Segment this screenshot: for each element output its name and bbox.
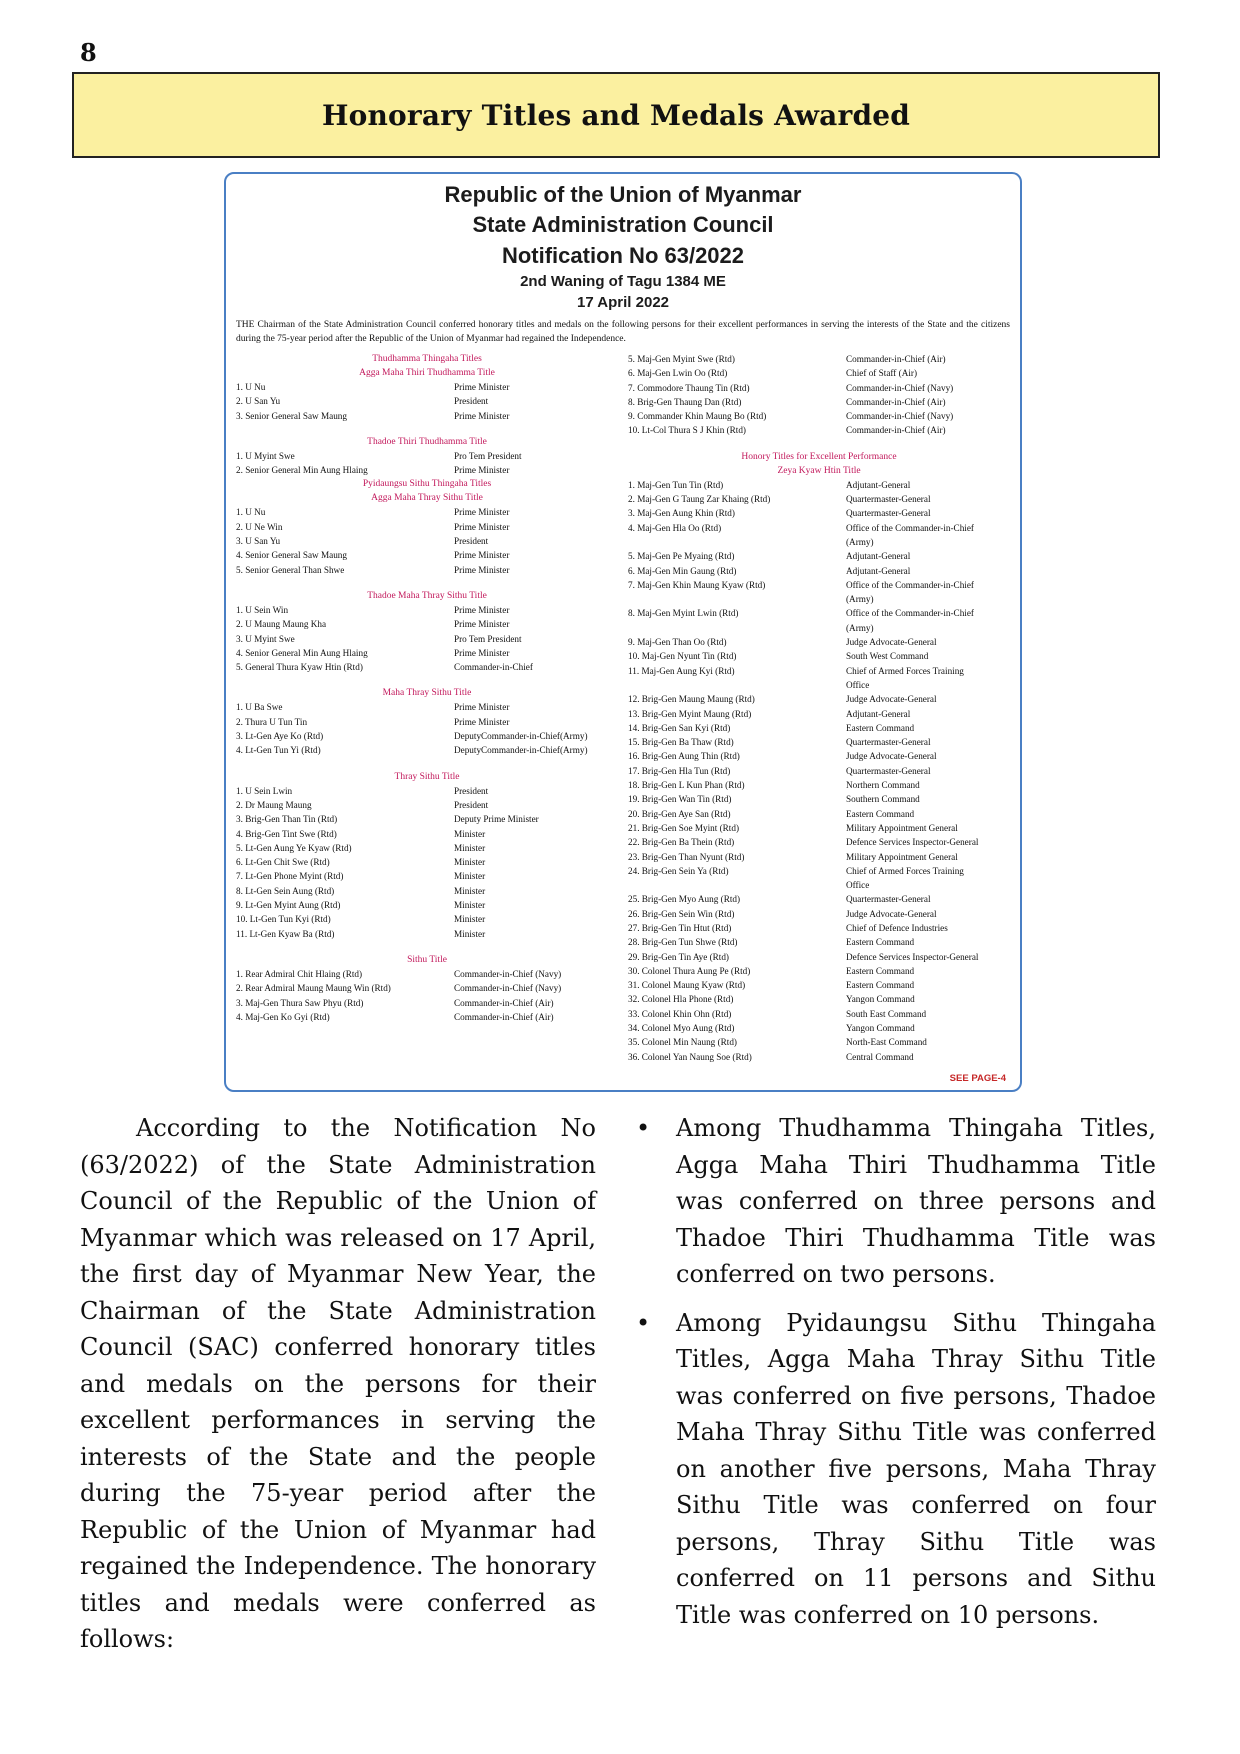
recipient-name: 2. U San Yu (236, 396, 281, 407)
bullet-icon: • (636, 1308, 651, 1337)
recipient-post-continued: (Army) (846, 536, 874, 547)
page-number: 8 (80, 38, 97, 67)
page-header-box (72, 72, 1160, 158)
recipient-row (236, 743, 618, 757)
recipient-row (236, 646, 618, 660)
recipient-name: 2. Maj-Gen G Taung Zar Khaing (Rtd) (628, 494, 771, 505)
bullet-item (636, 1305, 1156, 1634)
recipient-name: 2. Dr Maung Maung (236, 799, 312, 810)
recipient-name: 3. Senior General Saw Maung (236, 410, 347, 421)
recipient-name: 4. Lt-Gen Tun Yi (Rtd) (236, 745, 321, 756)
recipient-name: 10. Maj-Gen Nyunt Tin (Rtd) (628, 651, 737, 662)
recipient-name: 29. Brig-Gen Tin Aye (Rtd) (628, 951, 729, 962)
title-heading: Thadoe Thiri Thudhamma Title (367, 436, 487, 447)
title-heading: Maha Thray Sithu Title (382, 688, 472, 699)
recipient-name: 22. Brig-Gen Ba Thein (Rtd) (628, 837, 735, 848)
recipient-row (628, 549, 1010, 563)
recipient-name: 31. Colonel Maung Kyaw (Rtd) (628, 980, 746, 991)
recipient-post: Commander-in-Chief (454, 662, 533, 673)
recipient-name: 5. Lt-Gen Aung Ye Kyaw (Rtd) (236, 842, 352, 853)
recipient-row (628, 749, 1010, 763)
recipient-name: 2. Thura U Tun Tin (236, 716, 308, 727)
recipient-row (236, 855, 618, 869)
recipient-name: 36. Colonel Yan Naung Soe (Rtd) (628, 1051, 752, 1062)
recipient-row (236, 409, 618, 423)
recipient-post: Office of the Commander-in-Chief (846, 522, 974, 533)
recipient-name: 5. Maj-Gen Pe Myaing (Rtd) (628, 551, 735, 562)
recipient-row (628, 1035, 1010, 1049)
recipient-name: 6. Lt-Gen Chit Swe (Rtd) (236, 857, 330, 868)
recipient-name: 3. U San Yu (236, 536, 281, 547)
recipient-post: Prime Minister (454, 716, 510, 727)
recipient-name-blank (628, 535, 846, 549)
recipient-name: 3. Lt-Gen Aye Ko (Rtd) (236, 731, 324, 742)
recipient-row (236, 548, 618, 562)
recipient-name: 11. Maj-Gen Aung Kyi (Rtd) (628, 665, 735, 676)
recipient-name: 1. U Nu (236, 382, 266, 392)
recipient-post: Prime Minister (454, 550, 510, 561)
recipient-row-continued (628, 621, 1010, 635)
recipient-post: South East Command (846, 1008, 927, 1019)
recipient-row (236, 798, 618, 812)
recipient-row (628, 835, 1010, 849)
recipient-post: DeputyCommander-in-Chief(Army) (454, 731, 588, 742)
recipient-row (236, 632, 618, 646)
recipient-row (236, 967, 618, 981)
recipient-post: Central Command (846, 1051, 914, 1062)
recipient-row (628, 735, 1010, 749)
recipient-name: 4. Maj-Gen Hla Oo (Rtd) (628, 522, 722, 533)
recipient-row (628, 423, 1010, 437)
recipient-name: 4. Brig-Gen Tint Swe (Rtd) (236, 828, 337, 839)
recipient-row (236, 869, 618, 883)
recipient-name: 1. U Myint Swe (236, 450, 295, 461)
title-heading: Agga Maha Thray Sithu Title (371, 493, 483, 504)
recipient-name: 4. Maj-Gen Ko Gyi (Rtd) (236, 1011, 330, 1022)
recipient-row (628, 950, 1010, 964)
recipient-post: Prime Minister (454, 619, 510, 630)
recipient-row (236, 520, 618, 534)
recipient-post: Eastern Command (846, 937, 915, 948)
recipient-row (628, 892, 1010, 906)
bullet-list (636, 1110, 1156, 1645)
recipient-name: 27. Brig-Gen Tin Htut (Rtd) (628, 922, 732, 933)
recipient-name: 4. Senior General Saw Maung (236, 550, 347, 561)
recipient-name: 30. Colonel Thura Aung Pe (Rtd) (628, 965, 751, 976)
recipient-row (628, 635, 1010, 649)
recipient-row (628, 564, 1010, 578)
recipient-row (628, 807, 1010, 821)
recipient-row (628, 478, 1010, 492)
recipient-name: 3. Maj-Gen Thura Saw Phyu (Rtd) (236, 997, 364, 1008)
recipient-row (628, 1021, 1010, 1035)
bullet-icon: • (636, 1114, 651, 1142)
recipient-row (628, 821, 1010, 835)
recipient-name: 26. Brig-Gen Sein Win (Rtd) (628, 908, 735, 919)
title-heading: Thray Sithu Title (394, 771, 460, 782)
bullet-text: Among Thudhamma Thingaha Titles, Agga Maha Thiri Thudhamma Title was conferred on three persons and Thadoe Thiri Thudhamma Title was conferred on two persons. (676, 1114, 1156, 1288)
recipient-post: Adjutant-General (846, 708, 911, 719)
recipient-post-continued: Office (846, 880, 870, 891)
recipient-row (236, 996, 618, 1010)
see-page-note: SEE PAGE-4 (949, 1073, 1006, 1084)
recipient-post: Quartermaster-General (846, 508, 931, 519)
notification-date: 17 April 2022 (577, 294, 669, 311)
recipient-name: 16. Brig-Gen Aung Thin (Rtd) (628, 751, 740, 762)
recipient-row (628, 381, 1010, 395)
section-spacer (236, 758, 618, 770)
notification-republic: Republic of the Union of Myanmar (444, 182, 802, 207)
notification-myanmar-date: 2nd Waning of Tagu 1384 ME (520, 273, 726, 290)
recipient-row (236, 898, 618, 912)
recipient-post: Prime Minister (454, 564, 510, 575)
recipient-post: Pro Tem President (454, 450, 522, 461)
recipient-post: Quartermaster-General (846, 737, 931, 748)
recipient-post: Southern Command (846, 794, 920, 805)
recipient-row (236, 660, 618, 674)
recipient-name: 2. U Maung Maung Kha (236, 619, 327, 630)
recipient-row (628, 692, 1010, 706)
recipient-row (628, 521, 1010, 535)
recipient-name-blank (628, 678, 846, 692)
recipient-row (628, 578, 1010, 592)
recipient-name: 7. Maj-Gen Khin Maung Kyaw (Rtd) (628, 579, 766, 590)
section-spacer (236, 674, 618, 686)
recipient-name: 1. U Sein Win (236, 604, 289, 615)
recipient-row (628, 907, 1010, 921)
recipient-name: 1. U Ba Swe (236, 702, 283, 713)
recipient-name: 20. Brig-Gen Aye San (Rtd) (628, 808, 731, 819)
recipient-row (236, 380, 618, 394)
recipient-row (628, 778, 1010, 792)
recipient-post: Minister (454, 871, 486, 882)
bullet-item (636, 1110, 1156, 1293)
recipient-post: Minister (454, 914, 486, 925)
recipient-post: Office of the Commander-in-Chief (846, 579, 974, 590)
recipient-name: 6. Maj-Gen Lwin Oo (Rtd) (628, 368, 728, 379)
recipient-post: Quartermaster-General (846, 494, 931, 505)
recipient-row (628, 506, 1010, 520)
recipient-row (628, 935, 1010, 949)
recipient-row (628, 707, 1010, 721)
recipient-row (628, 792, 1010, 806)
recipient-post: Quartermaster-General (846, 765, 931, 776)
notification-right-column (618, 352, 1010, 1064)
recipient-name: 2. Rear Admiral Maung Maung Win (Rtd) (236, 983, 391, 994)
recipient-row (236, 784, 618, 798)
recipient-post: South West Command (846, 651, 929, 662)
title-heading: Thudhamma Thingaha Titles (372, 354, 482, 364)
recipient-row (628, 978, 1010, 992)
recipient-post: Prime Minister (454, 410, 510, 421)
recipient-post: Judge Advocate-General (846, 694, 937, 705)
recipient-post: Commander-in-Chief (Air) (846, 425, 946, 436)
recipient-post: Prime Minister (454, 702, 510, 713)
recipient-post: Commander-in-Chief (Navy) (454, 983, 562, 994)
recipient-name: 8. Maj-Gen Myint Lwin (Rtd) (628, 608, 739, 619)
recipient-row (236, 927, 618, 941)
recipient-post: Chief of Staff (Air) (846, 368, 918, 379)
recipient-name: 1. Maj-Gen Tun Tin (Rtd) (628, 479, 724, 490)
recipient-post: Military Appointment General (846, 822, 958, 833)
recipient-name: 10. Lt-Gen Tun Kyi (Rtd) (236, 914, 331, 925)
recipient-name: 5. Senior General Than Shwe (236, 564, 345, 575)
recipient-row (628, 964, 1010, 978)
recipient-row (236, 729, 618, 743)
recipient-post: Commander-in-Chief (Navy) (846, 382, 954, 393)
section-spacer (236, 423, 618, 435)
recipient-post: DeputyCommander-in-Chief(Army) (454, 745, 588, 756)
page-title: Honorary Titles and Medals Awarded (321, 98, 911, 132)
recipient-name: 8. Brig-Gen Thaung Dan (Rtd) (628, 396, 742, 407)
recipient-row (628, 721, 1010, 735)
recipient-post: Adjutant-General (846, 551, 911, 562)
recipient-post: President (454, 785, 489, 796)
recipient-row (628, 764, 1010, 778)
recipient-post: Minister (454, 885, 486, 896)
recipient-post: Prime Minister (454, 507, 510, 518)
notification-number: Notification No 63/2022 (501, 243, 745, 268)
recipient-post-continued: (Army) (846, 622, 874, 633)
recipient-post: Minister (454, 842, 486, 853)
recipient-row (628, 492, 1010, 506)
recipient-row (628, 992, 1010, 1006)
recipient-name: 1. U Nu (236, 507, 266, 518)
recipient-row (236, 563, 618, 577)
recipient-name: 19. Brig-Gen Wan Tin (Rtd) (628, 794, 732, 805)
recipient-row (628, 850, 1010, 864)
title-heading: Honory Titles for Excellent Performance (741, 451, 897, 462)
recipient-name: 33. Colonel Khin Ohn (Rtd) (628, 1008, 732, 1019)
recipient-post: Judge Advocate-General (846, 908, 937, 919)
recipient-name: 32. Colonel Hla Phone (Rtd) (628, 994, 734, 1005)
recipient-name: 24. Brig-Gen Sein Ya (Rtd) (628, 865, 729, 876)
recipient-name: 5. General Thura Kyaw Htin (Rtd) (236, 662, 363, 673)
title-heading: Sithu Title (407, 954, 447, 965)
recipient-post: Eastern Command (846, 980, 915, 991)
recipient-name: 3. Brig-Gen Than Tin (Rtd) (236, 814, 338, 825)
recipient-name: 34. Colonel Myo Aung (Rtd) (628, 1023, 735, 1034)
recipient-row (628, 395, 1010, 409)
recipient-name: 9. Maj-Gen Than Oo (Rtd) (628, 637, 727, 648)
recipient-post: Prime Minister (454, 521, 510, 532)
recipient-name: 3. Maj-Gen Aung Khin (Rtd) (628, 508, 735, 519)
recipient-name: 18. Brig-Gen L Kun Phan (Rtd) (628, 780, 745, 791)
recipient-row (628, 409, 1010, 423)
recipient-post: Commander-in-Chief (Air) (454, 1011, 554, 1022)
recipient-row (236, 912, 618, 926)
recipient-name: 1. Rear Admiral Chit Hlaing (Rtd) (236, 968, 363, 979)
recipient-name: 5. Maj-Gen Myint Swe (Rtd) (628, 354, 735, 364)
recipient-post: Yangon Command (846, 1023, 915, 1034)
recipient-name: 8. Lt-Gen Sein Aung (Rtd) (236, 885, 335, 896)
recipient-row (236, 715, 618, 729)
recipient-row (628, 606, 1010, 620)
recipient-post: Defence Services Inspector-General (846, 951, 979, 962)
title-heading: Pyidaungsu Sithu Thingaha Titles (362, 479, 492, 490)
recipient-name: 3. U Myint Swe (236, 633, 295, 644)
recipient-row (628, 1007, 1010, 1021)
recipient-name: 14. Brig-Gen San Kyi (Rtd) (628, 722, 731, 733)
recipient-name: 10. Lt-Col Thura S J Khin (Rtd) (628, 425, 746, 436)
recipient-post: President (454, 799, 489, 810)
recipient-post: Northern Command (846, 780, 920, 791)
recipient-name: 2. U Ne Win (236, 521, 283, 532)
recipient-post: Commander-in-Chief (Navy) (846, 411, 954, 422)
recipient-post: Quartermaster-General (846, 894, 931, 905)
recipient-name: 23. Brig-Gen Than Nyunt (Rtd) (628, 851, 745, 862)
recipient-post: Eastern Command (846, 808, 915, 819)
recipient-post: Commander-in-Chief (Air) (454, 997, 554, 1008)
title-heading: Zeya Kyaw Htin Title (777, 465, 861, 476)
recipient-row (236, 700, 618, 714)
recipient-name-blank (628, 878, 846, 892)
recipient-name: 12. Brig-Gen Maung Maung (Rtd) (628, 694, 755, 705)
recipient-row (628, 649, 1010, 663)
recipient-row (236, 884, 618, 898)
recipient-post: Eastern Command (846, 965, 915, 976)
recipient-row (236, 394, 618, 408)
recipient-row (628, 864, 1010, 878)
section-spacer (236, 941, 618, 953)
recipient-name: 7. Lt-Gen Phone Myint (Rtd) (236, 871, 344, 882)
notification-left-column (236, 352, 618, 1064)
recipient-post: President (454, 396, 489, 407)
recipient-post: Minister (454, 900, 486, 911)
recipient-name: 11. Lt-Gen Kyaw Ba (Rtd) (236, 928, 335, 939)
recipient-post: Chief of Defence Industries (846, 922, 948, 933)
recipient-row (628, 664, 1010, 678)
recipient-post: Deputy Prime Minister (454, 814, 539, 825)
recipient-row (236, 981, 618, 995)
recipient-name: 17. Brig-Gen Hla Tun (Rtd) (628, 765, 731, 776)
recipient-name: 35. Colonel Min Naung (Rtd) (628, 1037, 737, 1048)
recipient-post: Minister (454, 828, 486, 839)
body-paragraph: According to the Notification No (63/2022) of the State Administration Council of the Republic of the Union of Myanmar which was released on 17 April, the first day of Myanmar New Year, the Chairman of the State Administration Council (SAC) conferred honorary titles and medals on the persons for their excellent performances in serving the interests of the State and the people during the 75-year period after the Republic of the Union of Myanmar had regained the Independence. The honorary titles and medals were conferred as follows: (80, 1114, 596, 1653)
recipient-name: 7. Commodore Thaung Tin (Rtd) (628, 382, 750, 393)
bullet-text: Among Pyidaungsu Sithu Thingaha Titles, Agga Maha Thray Sithu Title was conferred on five persons, Thadoe Maha Thray Sithu Title was conferred on another five persons, Maha Thray Sithu Title was conferred on four persons, Thray Sithu Title was conferred on 11 persons and Sithu Title was conferred on 10 persons. (676, 1308, 1156, 1629)
recipient-post: Adjutant-General (846, 565, 911, 576)
notification-columns (236, 352, 1010, 1064)
recipient-row (628, 921, 1010, 935)
recipient-post: Military Appointment General (846, 851, 958, 862)
notification-image (224, 172, 1022, 1092)
recipient-post: Judge Advocate-General (846, 637, 937, 648)
recipient-name-blank (628, 621, 846, 635)
recipient-post: Chief of Armed Forces Training (846, 865, 964, 876)
recipient-row (236, 463, 618, 477)
recipient-row (236, 812, 618, 826)
recipient-post: Chief of Armed Forces Training (846, 665, 964, 676)
notification-intro: THE Chairman of the State Administration Council conferred honorary titles and medals on the following persons for their excellent performances in serving the interests of the State and the citizens during the 75-year period after the Republic of the Union of Myanmar had regained the Independence. (236, 320, 1010, 344)
recipient-post: Prime Minister (454, 604, 510, 615)
recipient-row (236, 505, 618, 519)
recipient-post: Adjutant-General (846, 479, 911, 490)
recipient-name: 15. Brig-Gen Ba Thaw (Rtd) (628, 737, 734, 748)
recipient-post: Defence Services Inspector-General (846, 837, 979, 848)
recipient-name: 6. Maj-Gen Min Gaung (Rtd) (628, 565, 737, 576)
recipient-name: 25. Brig-Gen Myo Aung (Rtd) (628, 894, 741, 905)
recipient-post-continued: (Army) (846, 594, 874, 605)
title-heading: Thadoe Maha Thray Sithu Title (367, 590, 487, 601)
recipient-name: 28. Brig-Gen Tun Shwe (Rtd) (628, 937, 738, 948)
recipient-row (236, 1010, 618, 1024)
recipient-post: Prime Minister (454, 382, 510, 392)
recipient-post: Commander-in-Chief (Air) (846, 354, 946, 364)
recipient-name: 1. U Sein Lwin (236, 785, 293, 796)
notification-council: State Administration Council (472, 212, 774, 237)
recipient-post: Prime Minister (454, 465, 510, 476)
recipient-name: 21. Brig-Gen Soe Myint (Rtd) (628, 822, 740, 833)
recipient-name: 13. Brig-Gen Myint Maung (Rtd) (628, 708, 752, 719)
recipient-name: 9. Lt-Gen Myint Aung (Rtd) (236, 900, 341, 911)
recipient-post: Judge Advocate-General (846, 751, 937, 762)
recipient-post: Minister (454, 928, 486, 939)
recipient-post: Office of the Commander-in-Chief (846, 608, 974, 619)
recipient-post-continued: Office (846, 679, 870, 690)
recipient-row (236, 827, 618, 841)
recipient-name-blank (628, 592, 846, 606)
recipient-row (628, 1050, 1010, 1064)
recipient-row-continued (628, 592, 1010, 606)
recipient-post: President (454, 536, 489, 547)
recipient-row-continued (628, 678, 1010, 692)
section-spacer (236, 577, 618, 589)
recipient-name: 4. Senior General Min Aung Hlaing (236, 647, 368, 658)
recipient-row (628, 366, 1010, 380)
recipient-post: Eastern Command (846, 722, 915, 733)
recipient-row (236, 534, 618, 548)
recipient-post: Yangon Command (846, 994, 915, 1005)
title-heading: Agga Maha Thiri Thudhamma Title (359, 368, 495, 378)
recipient-row-continued (628, 878, 1010, 892)
recipient-post: North-East Command (846, 1037, 927, 1048)
recipient-name: 9. Commander Khin Maung Bo (Rtd) (628, 411, 767, 422)
recipient-row (236, 617, 618, 631)
recipient-name: 2. Senior General Min Aung Hlaing (236, 465, 368, 476)
recipient-row (236, 841, 618, 855)
recipient-post: Pro Tem President (454, 633, 522, 644)
recipient-post: Minister (454, 857, 486, 868)
notification-heading (226, 180, 1020, 314)
recipient-row-continued (628, 535, 1010, 549)
recipient-post: Commander-in-Chief (Air) (846, 396, 946, 407)
recipient-post: Prime Minister (454, 647, 510, 658)
recipient-row (628, 352, 1010, 366)
recipient-row (236, 603, 618, 617)
recipient-row (236, 449, 618, 463)
section-spacer (628, 438, 1010, 450)
recipient-post: Commander-in-Chief (Navy) (454, 968, 562, 979)
